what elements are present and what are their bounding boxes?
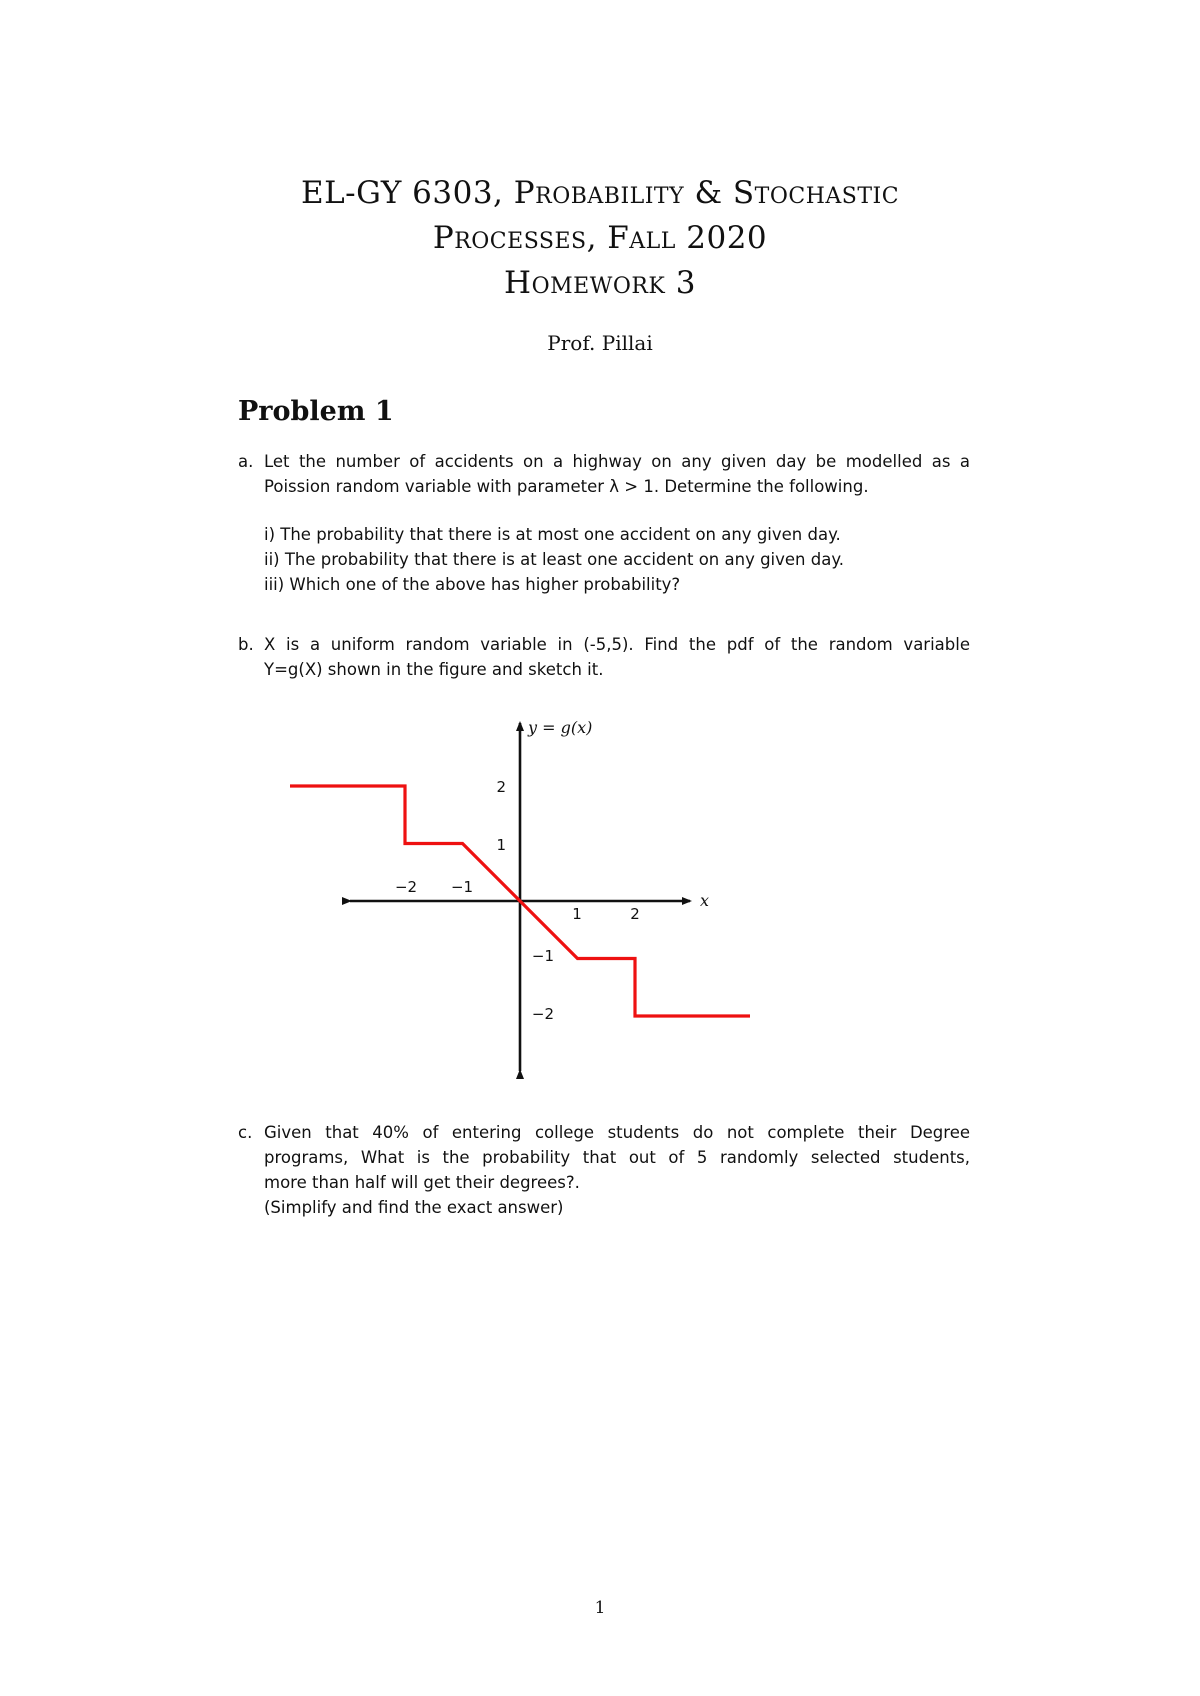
x-axis-label: x xyxy=(700,891,710,910)
part-c xyxy=(238,1120,970,1220)
part-a-line-2: Poission random variable with parameter λ > 1. Determine the following. xyxy=(264,477,869,496)
part-a-line-1: Let the number of accidents on a highway on any given day be modelled as a xyxy=(264,452,970,471)
y-tick-label: 2 xyxy=(496,778,506,796)
title-line-2: Processes, Fall 2020 xyxy=(432,220,768,256)
part-a-label: a. xyxy=(238,452,254,471)
part-c-line-4: (Simplify and find the exact answer) xyxy=(264,1198,564,1217)
author: Prof. Pillai xyxy=(547,331,653,355)
part-b-line-2: Y=g(X) shown in the figure and sketch it. xyxy=(264,660,604,679)
part-c-line-2: programs, What is the probability that out of 5 randomly selected students, xyxy=(264,1148,970,1167)
part-b-line-1: X is a uniform random variable in (-5,5). Find the pdf of the random variable xyxy=(264,635,970,654)
y-tick-label: −1 xyxy=(531,947,554,965)
x-tick-label: 2 xyxy=(630,905,640,923)
x-tick-label: 1 xyxy=(572,905,582,923)
y-tick-label: 1 xyxy=(496,836,506,854)
y-axis-label: y = g(x) xyxy=(528,718,593,737)
part-c-label: c. xyxy=(238,1123,253,1142)
part-b-label: b. xyxy=(238,635,254,654)
x-tick-label: −2 xyxy=(394,878,418,896)
part-c-line-1: Given that 40% of entering college students do not complete their Degree xyxy=(264,1123,970,1142)
function-plot xyxy=(270,705,770,1085)
title-line-1: EL-GY 6303, Probability & Stochastic xyxy=(300,175,900,211)
x-tick-label: −1 xyxy=(450,878,474,896)
part-a-sub-i: i) The probability that there is at most one accident on any given day. xyxy=(264,525,841,544)
part-b xyxy=(238,632,970,682)
part-a-sub-ii: ii) The probability that there is at least one accident on any given day. xyxy=(264,550,844,569)
page-number: 1 xyxy=(594,1598,606,1618)
y-tick-label: −2 xyxy=(531,1005,554,1023)
title-line-3: Homework 3 xyxy=(504,265,696,301)
problem-heading: Problem 1 xyxy=(238,396,394,427)
part-a xyxy=(238,449,970,597)
part-c-line-3: more than half will get their degrees?. xyxy=(264,1173,580,1192)
part-a-sub-iii: iii) Which one of the above has higher probability? xyxy=(264,575,681,594)
